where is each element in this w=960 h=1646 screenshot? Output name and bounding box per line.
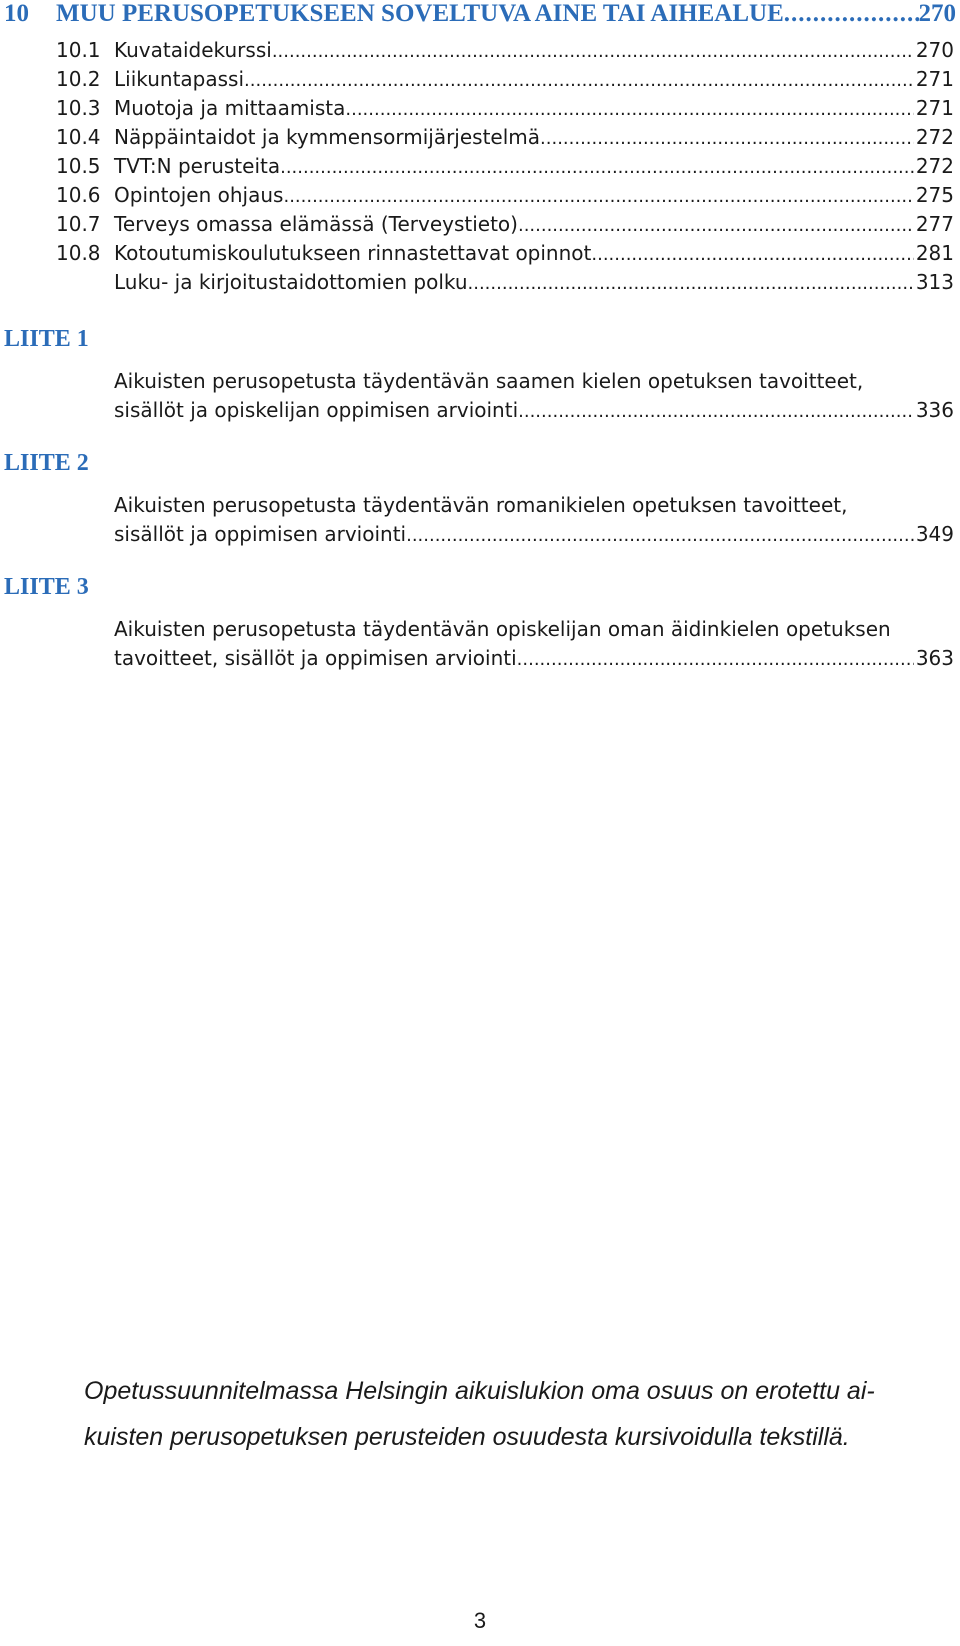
dot-leader [518, 401, 914, 422]
entry-number: 10.3 [56, 96, 101, 120]
toc-entry[interactable] [56, 38, 954, 68]
appendix-entry[interactable] [114, 522, 954, 552]
dot-leader [518, 215, 914, 236]
appendix-title[interactable]: LIITE 2 [4, 450, 89, 476]
dot-leader [283, 186, 913, 207]
chapter-heading[interactable] [4, 0, 956, 32]
dot-leader [244, 70, 914, 91]
chapter-title: MUU PERUSOPETUKSEEN SOVELTUVA AINE TAI AIHEALUE [56, 0, 784, 27]
entry-number: 10.4 [56, 125, 101, 149]
note-paragraph [84, 1368, 944, 1460]
entry-label: Kotoutumiskoulutukseen rinnastettavat opinnot [114, 241, 592, 265]
toc-entry[interactable] [56, 212, 954, 242]
page-number: 3 [473, 1608, 487, 1633]
entry-page: 275 [915, 183, 954, 207]
entry-number: 10.6 [56, 183, 101, 207]
dot-leader [406, 525, 914, 546]
dot-leader [345, 99, 913, 120]
appendix-description-cont: tavoitteet, sisällöt ja oppimisen arviointi [114, 646, 517, 670]
entry-page: 313 [915, 270, 954, 294]
entry-page: 272 [915, 125, 954, 149]
toc-entry[interactable] [56, 154, 954, 184]
toc-entry[interactable] [56, 125, 954, 155]
appendix-title[interactable]: LIITE 3 [4, 574, 89, 600]
appendix-page: 349 [915, 522, 954, 546]
appendix-description[interactable]: Aikuisten perusopetusta täydentävän saamen kielen opetuksen tavoitteet, [114, 369, 864, 393]
entry-label: Muotoja ja mittaamista [114, 96, 346, 120]
entry-number: 10.2 [56, 67, 101, 91]
entry-page: 270 [915, 38, 954, 62]
entry-label: Opintojen ohjaus [114, 183, 284, 207]
entry-label: Kuvataidekurssi [114, 38, 272, 62]
toc-entry[interactable] [56, 241, 954, 271]
toc-entry[interactable] [56, 96, 954, 126]
appendix-page: 336 [915, 398, 954, 422]
dot-leader [591, 244, 913, 265]
entry-page: 271 [915, 67, 954, 91]
note-line: kuisten perusopetuksen perusteiden osuudesta kursivoidulla tekstillä. [84, 1423, 850, 1451]
entry-label: Näppäintaidot ja kymmensormijärjestelmä [114, 125, 541, 149]
toc-entry[interactable] [56, 67, 954, 97]
entry-label: Terveys omassa elämässä (Terveystieto) [114, 212, 518, 236]
appendix-description-cont: sisällöt ja oppimisen arviointi [114, 522, 407, 546]
entry-number: 10.5 [56, 154, 101, 178]
dot-leader [272, 41, 914, 62]
dot-leader [784, 0, 919, 28]
entry-label: Liikuntapassi [114, 67, 245, 91]
dot-leader [280, 157, 914, 178]
toc-entry[interactable] [56, 183, 954, 213]
appendix-description[interactable]: Aikuisten perusopetusta täydentävän opiskelijan oman äidinkielen opetuksen [114, 617, 891, 641]
dot-leader [517, 649, 914, 670]
entry-page: 281 [915, 241, 954, 265]
entry-number: 10.8 [56, 241, 101, 265]
entry-page: 272 [915, 154, 954, 178]
appendix-entry[interactable] [114, 398, 954, 428]
appendix-description-cont: sisällöt ja opiskelijan oppimisen arviointi [114, 398, 519, 422]
toc-entry[interactable] [56, 270, 954, 300]
entry-label: TVT:N perusteita [114, 154, 281, 178]
appendix-entry[interactable] [114, 646, 954, 676]
note-line: Opetussuunnitelmassa Helsingin aikuislukion oma osuus on erotettu ai- [84, 1377, 875, 1405]
appendix-page: 363 [915, 646, 954, 670]
dot-leader [540, 128, 914, 149]
entry-number: 10.7 [56, 212, 101, 236]
entry-number: 10.1 [56, 38, 101, 62]
entry-label: Luku- ja kirjoitustaidottomien polku [114, 270, 468, 294]
entry-page: 277 [915, 212, 954, 236]
appendix-title[interactable]: LIITE 1 [4, 326, 89, 352]
chapter-page: 270 [918, 0, 956, 27]
chapter-number: 10 [4, 0, 29, 27]
entry-page: 271 [915, 96, 954, 120]
appendix-description[interactable]: Aikuisten perusopetusta täydentävän romanikielen opetuksen tavoitteet, [114, 493, 848, 517]
dot-leader [468, 273, 914, 294]
